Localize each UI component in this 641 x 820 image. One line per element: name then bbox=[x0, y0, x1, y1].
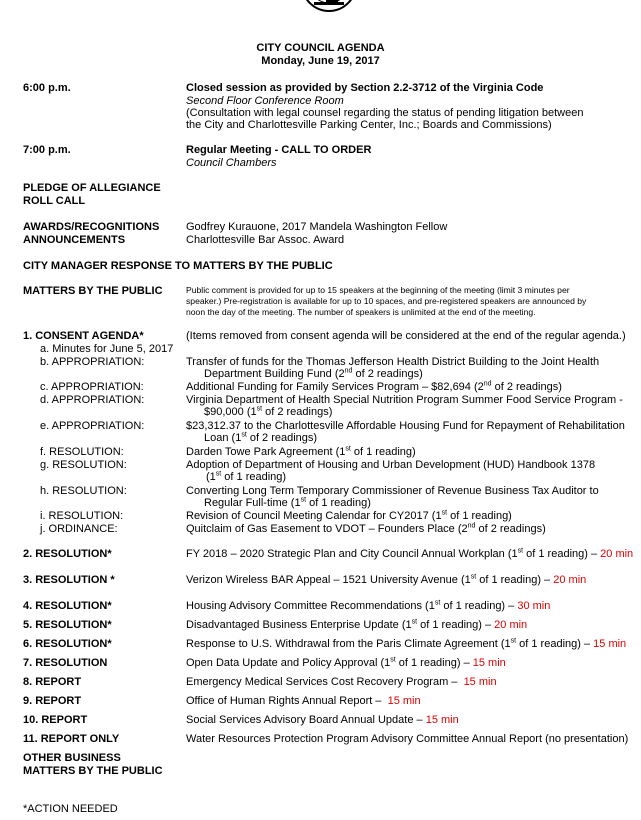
matters-public-heading: MATTERS BY THE PUBLIC bbox=[23, 285, 163, 297]
consent-item-f-label: f. RESOLUTION: bbox=[40, 446, 124, 458]
agenda-item-label: 6. RESOLUTION* bbox=[23, 638, 112, 650]
consent-item-g-label: g. RESOLUTION: bbox=[40, 459, 127, 471]
roll-call-heading: ROLL CALL bbox=[23, 195, 86, 207]
consent-item-i-text: Revision of Council Meeting Calendar for CY2017 (1st of 1 reading) bbox=[186, 509, 512, 522]
regular-meeting-time: 7:00 p.m. bbox=[23, 144, 71, 156]
agenda-item-label: 3. RESOLUTION * bbox=[23, 574, 115, 586]
consent-item-d-text: Virginia Department of Health Special Nutrition Program Summer Food Service Program - bbox=[186, 394, 623, 406]
consent-agenda-heading: 1. CONSENT AGENDA* bbox=[23, 330, 144, 342]
announcements-text: Charlottesville Bar Assoc. Award bbox=[186, 234, 345, 246]
consent-item-j-text: Quitclaim of Gas Easement to VDOT – Founders Place (2nd of 2 readings) bbox=[186, 522, 546, 535]
consent-item-i-label: i. RESOLUTION: bbox=[40, 510, 124, 522]
agenda-item-label: 4. RESOLUTION* bbox=[23, 600, 112, 612]
city-manager-heading: CITY MANAGER RESPONSE TO MATTERS BY THE PUBLIC bbox=[23, 260, 333, 272]
consent-item-d-label: d. APPROPRIATION: bbox=[40, 394, 145, 406]
pledge-heading: PLEDGE OF ALLEGIANCE bbox=[23, 182, 161, 194]
regular-meeting-location: Council Chambers bbox=[186, 157, 277, 169]
closed-session-location: Second Floor Conference Room bbox=[186, 95, 344, 107]
city-seal bbox=[298, 0, 360, 12]
consent-item-b-label: b. APPROPRIATION: bbox=[40, 356, 145, 368]
item-duration: 20 min bbox=[600, 548, 634, 560]
agenda-item-text: Disadvantaged Business Enterprise Update (1st of 1 reading) – 20 min bbox=[186, 618, 528, 631]
agenda-item-label: 2. RESOLUTION* bbox=[23, 548, 112, 560]
agenda-item-text: Office of Human Rights Annual Report – 15 min bbox=[186, 695, 421, 707]
agenda-title: CITY COUNCIL AGENDA bbox=[256, 42, 385, 54]
agenda-item-label: 11. REPORT ONLY bbox=[23, 733, 120, 745]
consent-agenda-note: (Items removed from consent agenda will be considered at the end of the regular agenda.) bbox=[186, 330, 626, 342]
announcements-heading: ANNOUNCEMENTS bbox=[23, 234, 126, 246]
item-duration: 15 min bbox=[425, 714, 459, 726]
consent-item-b-text-2: Department Building Fund (2nd of 2 readings) bbox=[204, 367, 423, 380]
item-duration: 30 min bbox=[517, 600, 551, 612]
consent-item-c-text: Additional Funding for Family Services Program – $82,694 (2nd of 2 readings) bbox=[186, 380, 562, 393]
item-duration: 15 min bbox=[463, 676, 497, 688]
item-duration: 20 min bbox=[494, 619, 528, 631]
agenda-item-label: 7. RESOLUTION bbox=[23, 657, 108, 669]
agenda-item-label: 10. REPORT bbox=[23, 714, 88, 726]
footnote: *ACTION NEEDED bbox=[23, 803, 118, 815]
closed-session-time: 6:00 p.m. bbox=[23, 82, 71, 94]
consent-item-e-text: $23,312.37 to the Charlottesville Affordable Housing Fund for Repayment of Rehabilitation bbox=[186, 420, 625, 432]
agenda-item-text: Housing Advisory Committee Recommendations (1st of 1 reading) – 30 min bbox=[186, 599, 551, 612]
agenda-item-label: 9. REPORT bbox=[23, 695, 82, 707]
matters-public-line-2: speaker.) Pre-registration is available for up to 10 spaces, and pre-registered speakers are announced by bbox=[186, 296, 587, 306]
regular-meeting-title: Regular Meeting - CALL TO ORDER bbox=[186, 144, 372, 156]
matters-public-line-1: Public comment is provided for up to 15 speakers at the beginning of the meeting (limit 3 minutes per bbox=[186, 285, 570, 295]
item-duration: 15 min bbox=[472, 657, 506, 669]
agenda-item-text: Verizon Wireless BAR Appeal – 1521 University Avenue (1st of 1 reading) – 20 min bbox=[186, 573, 587, 586]
consent-item-e-label: e. APPROPRIATION: bbox=[40, 420, 145, 432]
agenda-item-text: Open Data Update and Policy Approval (1st of 1 reading) – 15 min bbox=[186, 656, 506, 669]
matters-public-end-heading: MATTERS BY THE PUBLIC bbox=[23, 765, 163, 777]
closed-session-desc-2: the City and Charlottesville Parking Center, Inc.; Boards and Commissions) bbox=[186, 119, 552, 131]
other-business-heading: OTHER BUSINESS bbox=[23, 752, 121, 764]
item-duration: 15 min bbox=[593, 638, 627, 650]
consent-item-a: a. Minutes for June 5, 2017 bbox=[40, 343, 174, 355]
item-duration: 20 min bbox=[553, 574, 587, 586]
consent-item-c-label: c. APPROPRIATION: bbox=[40, 381, 144, 393]
agenda-item-text: FY 2018 – 2020 Strategic Plan and City Council Annual Workplan (1st of 1 reading) – 20 min bbox=[186, 547, 634, 560]
consent-item-j-label: j. ORDINANCE: bbox=[40, 523, 118, 535]
consent-item-h-label: h. RESOLUTION: bbox=[40, 485, 127, 497]
awards-text: Godfrey Kurauone, 2017 Mandela Washington Fellow bbox=[186, 221, 448, 233]
agenda-item-text: Emergency Medical Services Cost Recovery Program – 15 min bbox=[186, 676, 497, 688]
awards-heading: AWARDS/RECOGNITIONS bbox=[23, 221, 160, 233]
agenda-item-text: Social Services Advisory Board Annual Update – 15 min bbox=[186, 714, 459, 726]
agenda-item-label: 5. RESOLUTION* bbox=[23, 619, 112, 631]
agenda-item-text: Water Resources Protection Program Advisory Committee Annual Report (no presentation) bbox=[186, 733, 629, 745]
consent-item-e-text-2: Loan (1st of 2 readings) bbox=[204, 431, 318, 444]
consent-item-h-text-2: Regular Full-time (1st of 1 reading) bbox=[204, 496, 371, 509]
consent-item-g-text-2: (1st of 1 reading) bbox=[206, 470, 287, 483]
item-duration: 15 min bbox=[387, 695, 421, 707]
agenda-date: Monday, June 19, 2017 bbox=[261, 55, 380, 67]
closed-session-desc-1: (Consultation with legal counsel regarding the status of pending litigation between bbox=[186, 107, 584, 119]
agenda-item-text: Response to U.S. Withdrawal from the Paris Climate Agreement (1st of 1 reading) – 15 min bbox=[186, 637, 627, 650]
matters-public-line-3: noon the day of the meeting. The number of speakers is unlimited at the end of the meeting. bbox=[186, 307, 536, 317]
closed-session-title: Closed session as provided by Section 2.2-3712 of the Virginia Code bbox=[186, 82, 544, 94]
agenda-item-label: 8. REPORT bbox=[23, 676, 82, 688]
consent-item-f-text: Darden Towe Park Agreement (1st of 1 reading) bbox=[186, 445, 416, 458]
consent-item-g-text: Adoption of Department of Housing and Urban Development (HUD) Handbook 1378 bbox=[186, 459, 596, 471]
consent-item-d-text-2: $90,000 (1st of 2 readings) bbox=[204, 405, 333, 418]
consent-item-b-text: Transfer of funds for the Thomas Jefferson Health District Building to the Joint Health bbox=[186, 356, 600, 368]
consent-item-h-text: Converting Long Term Temporary Commissioner of Revenue Business Tax Auditor to bbox=[186, 485, 599, 497]
